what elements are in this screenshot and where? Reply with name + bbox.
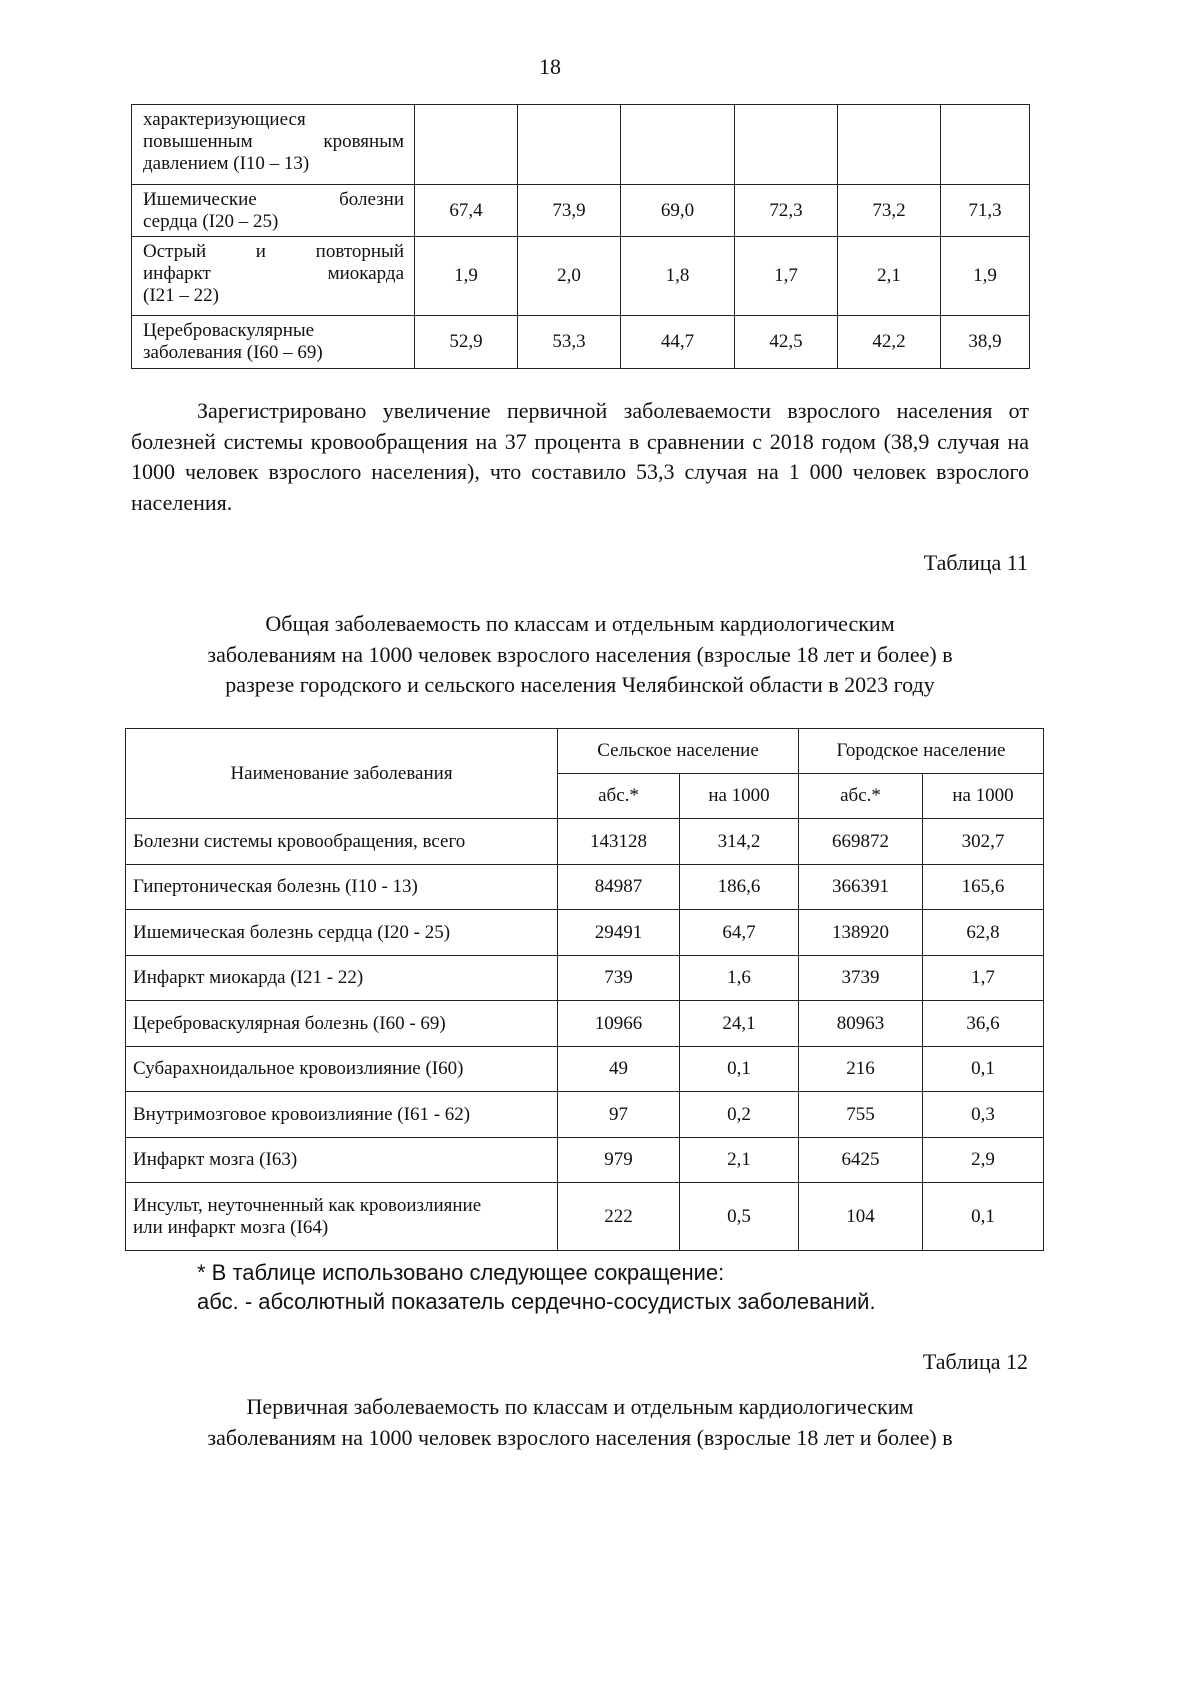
table-cell: 62,8 (923, 910, 1044, 956)
table-cell: 1,6 (680, 956, 799, 1001)
header-urban-per1000: на 1000 (923, 774, 1044, 819)
table-row (132, 237, 1030, 316)
row-label: Инфаркт миокарда (I21 - 22) (126, 956, 558, 1001)
table-cell: 49 (558, 1047, 680, 1092)
table-cell: 143128 (558, 819, 680, 865)
row-label: Ишемическая болезнь сердца (I20 - 25) (126, 910, 558, 956)
table-cell: 10966 (558, 1001, 680, 1047)
table-cell (838, 105, 941, 185)
table-cell: 72,3 (735, 185, 838, 237)
table-cell: 69,0 (621, 185, 735, 237)
table-row (132, 185, 1030, 237)
header-rural-abs: абс.* (558, 774, 680, 819)
table-cell: 29491 (558, 910, 680, 956)
table-row (126, 819, 1044, 865)
table-title: Первичная заболеваемость по классам и отдельным кардиологическим заболеваниям на 1000 человек взрослого населения (взрослые 18 лет и более) в (207, 1394, 953, 1450)
table-cell: 216 (799, 1047, 923, 1092)
row-label: Инсульт, неуточненный как кровоизлияние или инфаркт мозга (I64) (126, 1183, 558, 1251)
table-cell: 64,7 (680, 910, 799, 956)
table-continued (131, 104, 1030, 369)
table-cell: 67,4 (415, 185, 518, 237)
table-cell: 755 (799, 1092, 923, 1138)
table-cell: 42,5 (735, 316, 838, 369)
table-cell: 1,9 (415, 237, 518, 316)
row-label: Инфаркт мозга (I63) (126, 1138, 558, 1183)
table-cell: 0,5 (680, 1183, 799, 1251)
table-cell: 104 (799, 1183, 923, 1251)
table-header-row (126, 729, 1044, 774)
body-paragraph: Зарегистрировано увеличение первичной заболеваемости взрослого населения от болезней системы кровообращения на 37 процента в сравнении с 2018 годом (38,9 случая на 1000 человек взрослого населения), что составило 53,3 случая на 1 000 человек взрослого населения. (131, 398, 1029, 515)
table-cell: 1,7 (923, 956, 1044, 1001)
row-label: Субарахноидальное кровоизлияние (I60) (126, 1047, 558, 1092)
table-row (132, 105, 1030, 185)
table-cell (518, 105, 621, 185)
table-cell: 73,9 (518, 185, 621, 237)
table-cell: 44,7 (621, 316, 735, 369)
table-caption: Таблица 11 (923, 550, 1028, 575)
table-cell: 53,3 (518, 316, 621, 369)
table-cell: 2,1 (838, 237, 941, 316)
table-row (126, 1138, 1044, 1183)
page-number: 18 (539, 54, 561, 79)
table-cell: 739 (558, 956, 680, 1001)
table-cell: 73,2 (838, 185, 941, 237)
row-label: Гипертоническая болезнь (I10 - 13) (126, 865, 558, 910)
table-cell: 80963 (799, 1001, 923, 1047)
table-cell (735, 105, 838, 185)
table-cell: 0,3 (923, 1092, 1044, 1138)
table-row (132, 316, 1030, 369)
table-row (126, 865, 1044, 910)
table-cell: 314,2 (680, 819, 799, 865)
table-cell: 1,7 (735, 237, 838, 316)
table-row (126, 1183, 1044, 1251)
table-row (126, 956, 1044, 1001)
table-cell: 0,1 (923, 1047, 1044, 1092)
table-footnote: * В таблице использовано следующее сокращение: абс. - абсолютный показатель сердечно-сосудистых заболеваний. (197, 1260, 876, 1314)
table-11 (125, 728, 1044, 1251)
table-cell: 222 (558, 1183, 680, 1251)
table-cell: 186,6 (680, 865, 799, 910)
table-cell: 979 (558, 1138, 680, 1183)
table-cell: 0,2 (680, 1092, 799, 1138)
table-cell: 84987 (558, 865, 680, 910)
row-label: Ишемические болезни сердца (I20 – 25) (132, 185, 415, 237)
row-label: Внутримозговое кровоизлияние (I61 - 62) (126, 1092, 558, 1138)
table-cell: 669872 (799, 819, 923, 865)
table-cell: 3739 (799, 956, 923, 1001)
table-row (126, 1001, 1044, 1047)
table-cell: 24,1 (680, 1001, 799, 1047)
table-caption: Таблица 12 (922, 1349, 1028, 1374)
table-cell: 38,9 (941, 316, 1030, 369)
table-cell: 2,1 (680, 1138, 799, 1183)
table-row (126, 910, 1044, 956)
header-urban-abs: абс.* (799, 774, 923, 819)
table-cell: 0,1 (680, 1047, 799, 1092)
row-label: Острый и повторный инфаркт миокарда (I21 – 22) (132, 237, 415, 316)
header-rural-per1000: на 1000 (680, 774, 799, 819)
table-title: Общая заболеваемость по классам и отдельным кардиологическим заболеваниям на 1000 человек взрослого населения (взрослые 18 лет и более) в разрезе городского и сельского населения Челябинской области в 2023 году (207, 611, 953, 697)
table-cell: 6425 (799, 1138, 923, 1183)
table-cell: 2,0 (518, 237, 621, 316)
table-cell (621, 105, 735, 185)
header-rural: Сельское население (558, 729, 799, 774)
table-cell: 42,2 (838, 316, 941, 369)
table-cell: 302,7 (923, 819, 1044, 865)
table-cell: 138920 (799, 910, 923, 956)
table-cell: 71,3 (941, 185, 1030, 237)
table-cell: 97 (558, 1092, 680, 1138)
table-cell (415, 105, 518, 185)
table-cell: 52,9 (415, 316, 518, 369)
row-label: Болезни системы кровообращения, всего (126, 819, 558, 865)
table-cell: 0,1 (923, 1183, 1044, 1251)
row-label: Цереброваскулярная болезнь (I60 - 69) (126, 1001, 558, 1047)
header-name-column: Наименование заболевания (126, 729, 558, 819)
header-urban: Городское население (799, 729, 1044, 774)
table-cell: 366391 (799, 865, 923, 910)
table-row (126, 1092, 1044, 1138)
table-row (126, 1047, 1044, 1092)
table-cell: 2,9 (923, 1138, 1044, 1183)
table-cell: 165,6 (923, 865, 1044, 910)
table-cell (941, 105, 1030, 185)
table-cell: 1,8 (621, 237, 735, 316)
row-label: Цереброваскулярные заболевания (I60 – 69) (132, 316, 415, 369)
row-label: характеризующиеся повышенным кровяным давлением (I10 – 13) (132, 105, 415, 185)
table-cell: 1,9 (941, 237, 1030, 316)
table-cell: 36,6 (923, 1001, 1044, 1047)
